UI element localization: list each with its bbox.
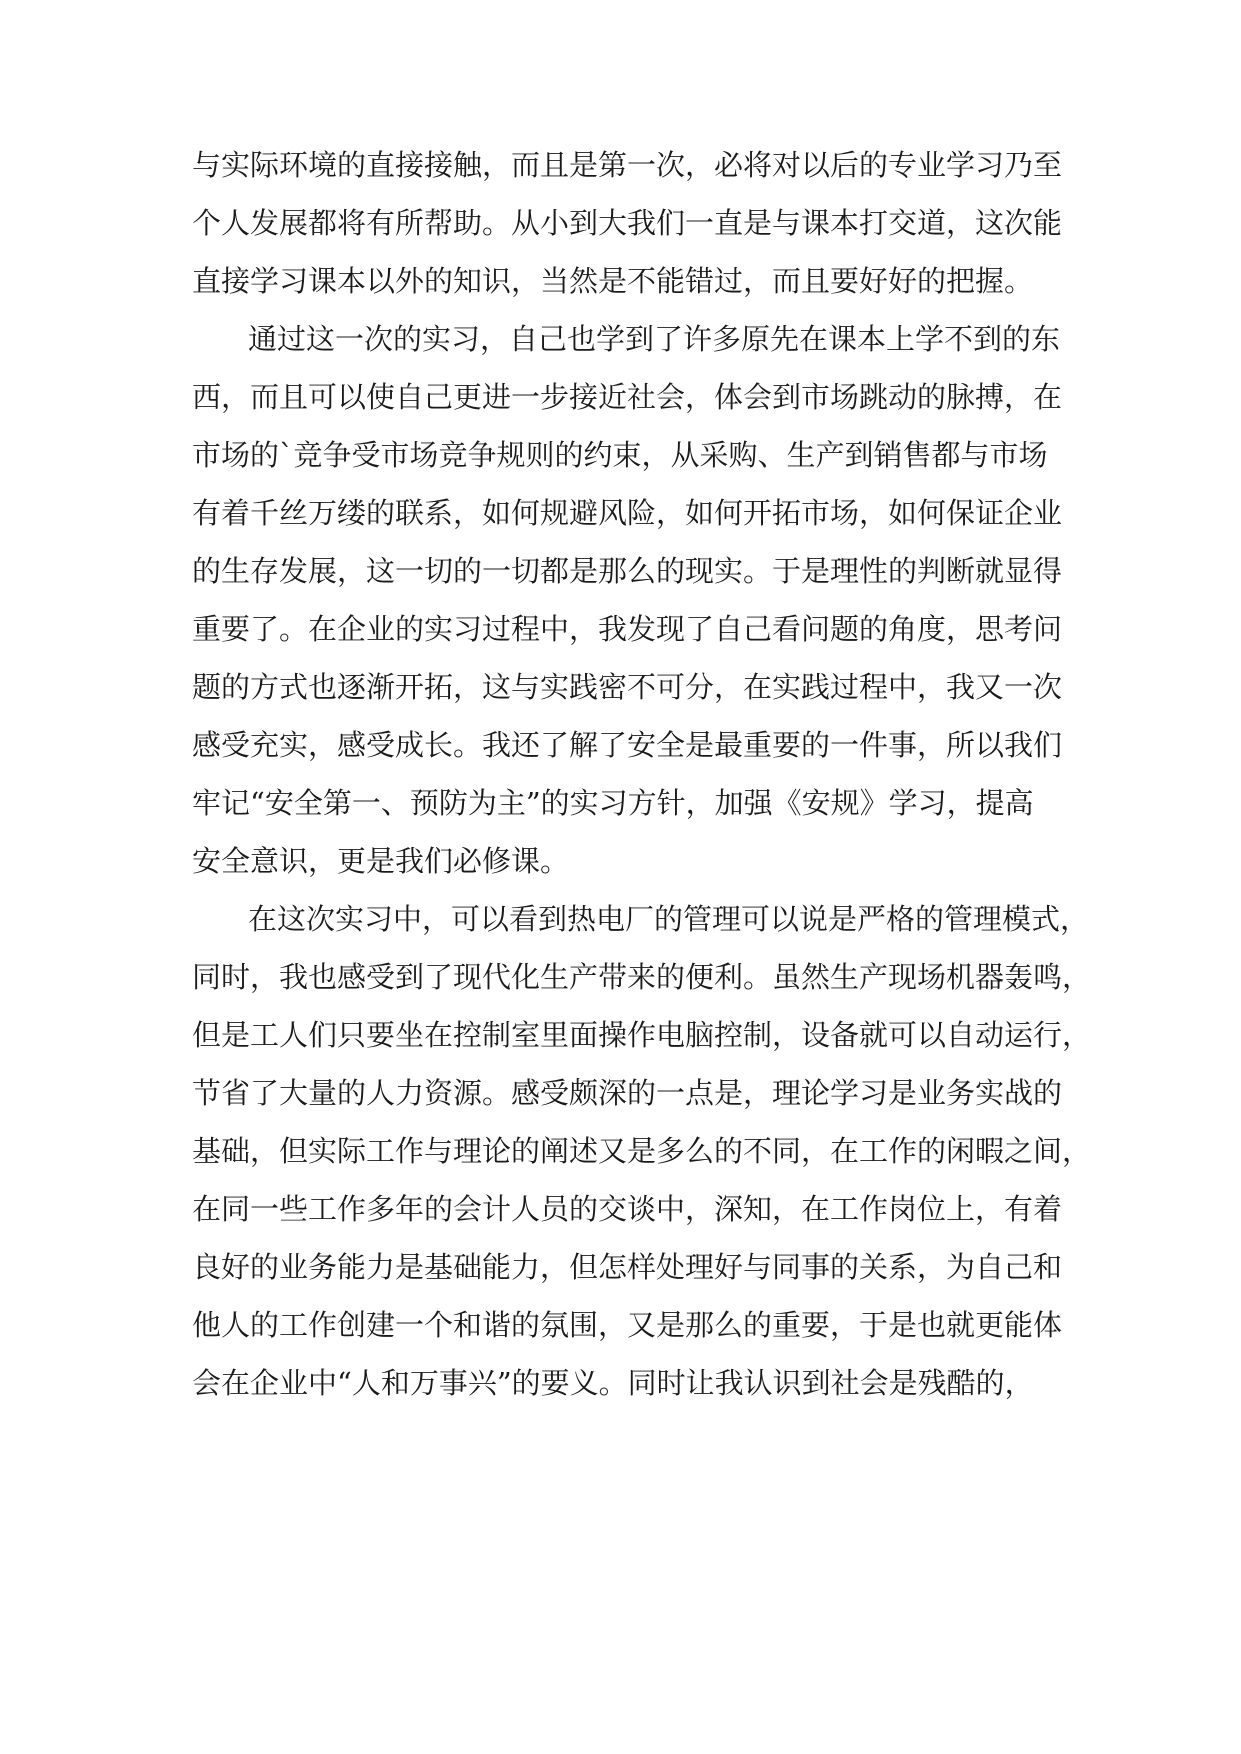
text-line: 基础，但实际工作与理论的阐述又是多么的不同，在工作的闲暇之间， <box>192 1134 1092 1168</box>
text-line: 通过这一次的实习，自己也学到了许多原先在课本上学不到的东 <box>248 322 1061 356</box>
text-line: 但是工人们只要坐在控制室里面操作电脑控制，设备就可以自动运行， <box>192 1018 1092 1052</box>
text-line: 感受充实，感受成长。我还了解了安全是最重要的一件事，所以我们 <box>192 728 1063 762</box>
text-line: 同时，我也感受到了现代化生产带来的便利。虽然生产现场机器轰鸣， <box>192 960 1092 994</box>
text-line: 良好的业务能力是基础能力，但怎样处理好与同事的关系，为自己和 <box>192 1250 1063 1284</box>
text-line: 与实际环境的直接接触，而且是第一次，必将对以后的专业学习乃至 <box>192 148 1063 182</box>
text-line: 他人的工作创建一个和谐的氛围，又是那么的重要，于是也就更能体 <box>192 1308 1063 1342</box>
text-line: 在同一些工作多年的会计人员的交谈中，深知，在工作岗位上，有着 <box>192 1192 1063 1226</box>
text-line: 牢记“安全第一、预防为主”的实习方针，加强《安规》学习，提高 <box>192 786 1034 820</box>
text-line: 市场的`竞争受市场竞争规则的约束，从采购、生产到销售都与市场 <box>192 438 1048 472</box>
text-line: 节省了大量的人力资源。感受颇深的一点是，理论学习是业务实战的 <box>192 1076 1063 1110</box>
text-line: 题的方式也逐渐开拓，这与实践密不可分，在实践过程中，我又一次 <box>192 670 1063 704</box>
text-line: 直接学习课本以外的知识，当然是不能错过，而且要好好的把握。 <box>192 264 1034 298</box>
text-line: 在这次实习中，可以看到热电厂的管理可以说是严格的管理模式， <box>248 902 1090 936</box>
text-line: 会在企业中“人和万事兴”的要义。同时让我认识到社会是残酷的， <box>192 1366 1034 1400</box>
text-line: 西，而且可以使自己更进一步接近社会，体会到市场跳动的脉搏，在 <box>192 380 1063 414</box>
text-line: 有着千丝万缕的联系，如何规避风险，如何开拓市场，如何保证企业 <box>192 496 1063 530</box>
text-line: 重要了。在企业的实习过程中，我发现了自己看问题的角度，思考问 <box>192 612 1063 646</box>
text-line: 安全意识，更是我们必修课。 <box>192 844 570 878</box>
text-line: 的生存发展，这一切的一切都是那么的现实。于是理性的判断就显得 <box>192 554 1063 588</box>
text-line: 个人发展都将有所帮助。从小到大我们一直是与课本打交道，这次能 <box>192 206 1063 240</box>
